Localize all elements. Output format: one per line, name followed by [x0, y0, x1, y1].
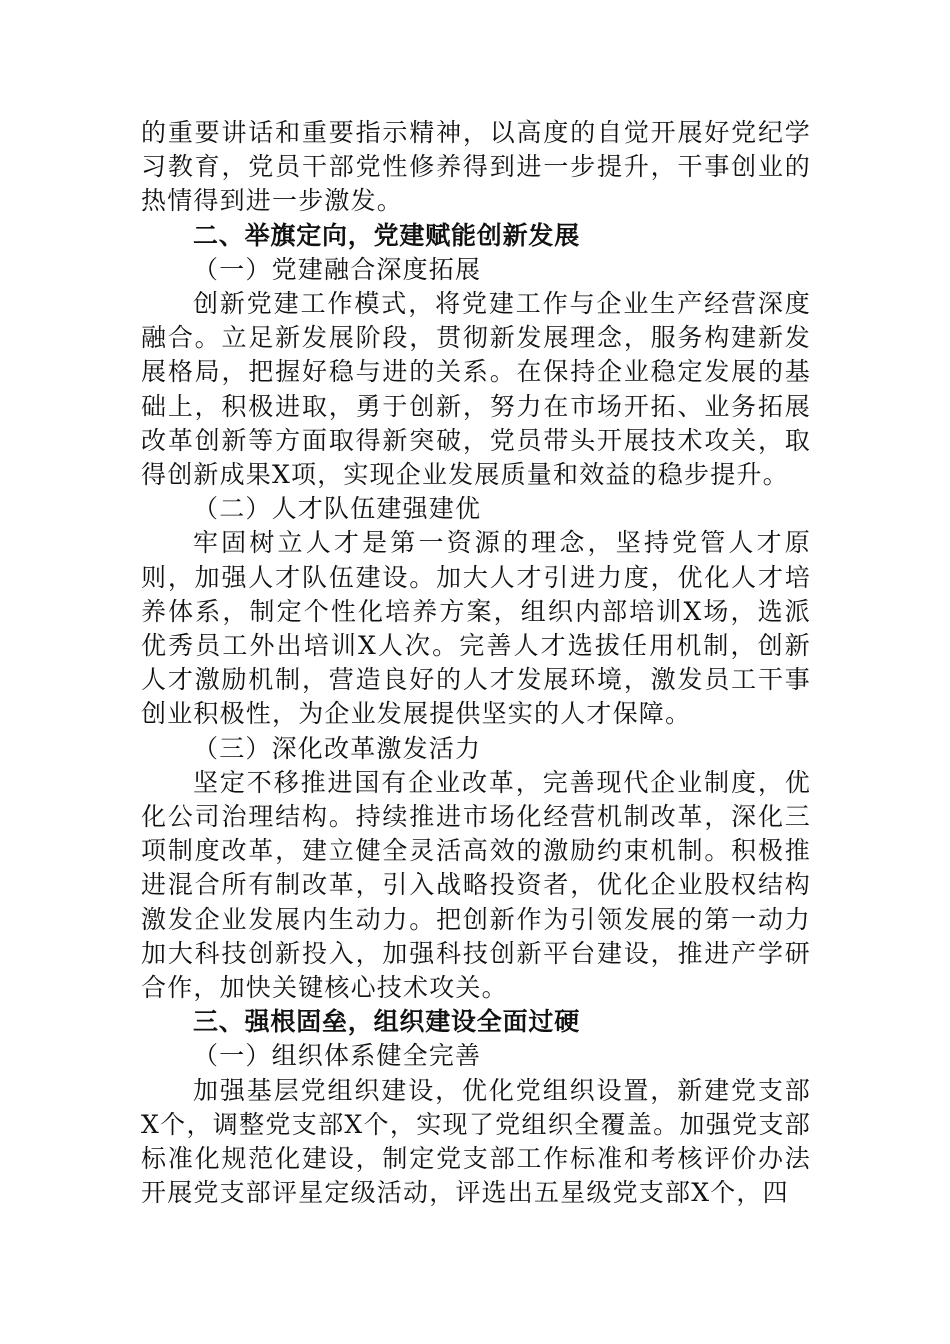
subheading-2-3: （三）深化改革激发活力 — [193, 733, 482, 763]
paragraph-continued: 的重要讲话和重要指示精神，以高度的自觉开展好党纪学习教育，党员干部党性修养得到进一步提升，干事创业的热情得到进一步激发。 — [141, 118, 811, 216]
paragraph-2-2: 牢固树立人才是第一资源的理念，坚持党管人才原则，加强人才队伍建设。加大人才引进力度，优化人才培养体系，制定个性化培养方案，组织内部培训X场，选派优秀员工外出培训X人次。完善人才选拔任用机制，创新人才激励机制，营造良好的人才发展环境，激发员工干事创业积极性，为企业发展提供坚实的人才保障。 — [141, 528, 811, 729]
document-body — [141, 116, 811, 1211]
paragraph-2-1: 创新党建工作模式，将党建工作与企业生产经营深度融合。立足新发展阶段，贯彻新发展理念，服务构建新发展格局，把握好稳与进的关系。在保持企业稳定发展的基础上，积极进取，勇于创新，努力在市场开拓、业务拓展改革创新等方面取得新突破，党员带头开展技术攻关，取得创新成果X项，实现企业发展质量和效益的稳步提升。 — [141, 289, 811, 490]
section-heading-2: 二、举旗定向，党建赋能创新发展 — [193, 220, 581, 250]
paragraph-2-3: 坚定不移推进国有企业改革，完善现代企业制度，优化公司治理结构。持续推进市场化经营机制改革，深化三项制度改革，建立健全灵活高效的激励约束机制。积极推进混合所有制改革，引入战略投资者，优化企业股权结构激发企业发展内生动力。把创新作为引领发展的第一动力加大科技创新投入，加强科技创新平台建设，推进产学研合作，加快关键核心技术攻关。 — [141, 767, 811, 1003]
paragraph-3-1: 加强基层党组织建设，优化党组织设置，新建党支部X个，调整党支部X个，实现了党组织全覆盖。加强党支部标准化规范化建设，制定党支部工作标准和考核评价办法开展党支部评星定级活动，评选出五星级党支部X个，四 — [141, 1075, 811, 1208]
subheading-2-2: （二）人才队伍建强建优 — [193, 494, 482, 524]
subheading-2-1: （一）党建融合深度拓展 — [193, 254, 482, 284]
section-heading-3: 三、强根固垒，组织建设全面过硬 — [193, 1007, 581, 1037]
subheading-3-1: （一）组织体系健全完善 — [193, 1041, 482, 1071]
